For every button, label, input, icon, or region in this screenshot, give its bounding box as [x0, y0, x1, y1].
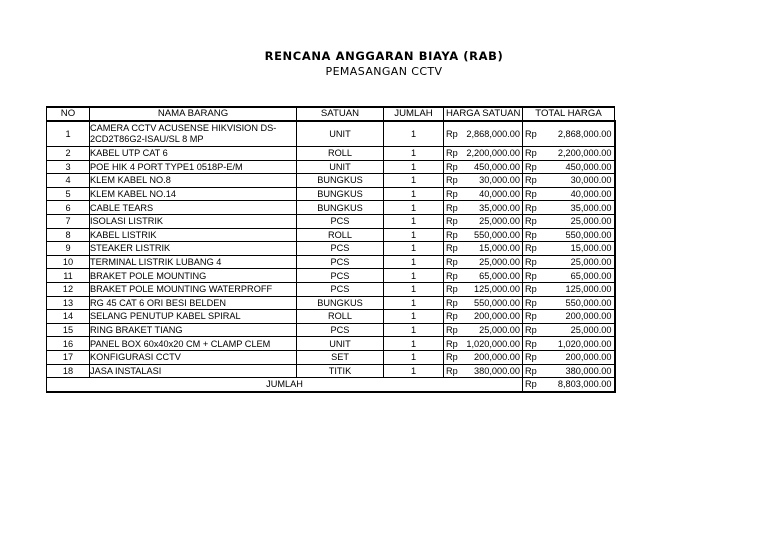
cell-total-harga: 30,000.00	[541, 174, 615, 188]
cell-nama-barang: KLEM KABEL NO.8	[90, 174, 297, 188]
cell-satuan: TITIK	[297, 364, 384, 378]
cell-harga-satuan: 15,000.00	[462, 242, 523, 256]
cell-satuan: BUNGKUS	[297, 174, 384, 188]
table-row	[47, 255, 615, 269]
cell-jumlah: 1	[384, 282, 444, 296]
document-subtitle: PEMASANGAN CCTV	[325, 65, 443, 78]
cell-satuan: PCS	[297, 323, 384, 337]
table-row	[47, 310, 615, 324]
cell-harga-satuan: 2,200,000.00	[462, 147, 523, 161]
cell-jumlah: 1	[384, 337, 444, 351]
table-row	[47, 282, 615, 296]
table-row	[47, 323, 615, 337]
cell-satuan: UNIT	[297, 121, 384, 147]
cell-harga-satuan: 380,000.00	[462, 364, 523, 378]
cell-jumlah: 1	[384, 147, 444, 161]
cell-harga-currency: Rp	[444, 214, 462, 228]
cell-total-currency: Rp	[523, 228, 541, 242]
header-harga-satuan: HARGA SATUAN	[444, 107, 523, 121]
cell-harga-satuan: 2,868,000.00	[462, 121, 523, 147]
cell-harga-currency: Rp	[444, 323, 462, 337]
cell-harga-satuan: 200,000.00	[462, 310, 523, 324]
cell-nama-barang: RING BRAKET TIANG	[90, 323, 297, 337]
table-row	[47, 214, 615, 228]
rab-table	[46, 106, 616, 393]
cell-total-harga: 25,000.00	[541, 323, 615, 337]
cell-no: 17	[47, 350, 90, 364]
cell-total-currency: Rp	[523, 282, 541, 296]
cell-nama-barang: CAMERA CCTV ACUSENSE HIKVISION DS-2CD2T86G2-ISAU/SL 8 MP	[90, 121, 297, 147]
cell-jumlah: 1	[384, 228, 444, 242]
cell-nama-barang: CABLE TEARS	[90, 201, 297, 215]
table-row	[47, 350, 615, 364]
cell-nama-barang: KABEL LISTRIK	[90, 228, 297, 242]
cell-harga-currency: Rp	[444, 350, 462, 364]
cell-total-currency: Rp	[523, 255, 541, 269]
cell-total-currency: Rp	[523, 350, 541, 364]
table-row	[47, 337, 615, 351]
cell-no: 14	[47, 310, 90, 324]
cell-total-harga: 450,000.00	[541, 160, 615, 174]
cell-nama-barang: JASA INSTALASI	[90, 364, 297, 378]
cell-harga-satuan: 25,000.00	[462, 214, 523, 228]
cell-satuan: SET	[297, 350, 384, 364]
document-title: RENCANA ANGGARAN BIAYA (RAB)	[264, 49, 504, 63]
table-row	[47, 269, 615, 283]
cell-nama-barang: ISOLASI LISTRIK	[90, 214, 297, 228]
cell-harga-currency: Rp	[444, 310, 462, 324]
cell-jumlah: 1	[384, 296, 444, 310]
table-row	[47, 201, 615, 215]
cell-jumlah: 1	[384, 174, 444, 188]
cell-harga-satuan: 200,000.00	[462, 350, 523, 364]
cell-harga-satuan: 450,000.00	[462, 160, 523, 174]
cell-harga-currency: Rp	[444, 160, 462, 174]
table-row	[47, 174, 615, 188]
cell-total-harga: 200,000.00	[541, 350, 615, 364]
table-row	[47, 364, 615, 378]
table-row	[47, 228, 615, 242]
total-currency: Rp	[523, 378, 541, 392]
cell-total-currency: Rp	[523, 310, 541, 324]
cell-no: 15	[47, 323, 90, 337]
table-body	[47, 121, 615, 378]
cell-nama-barang: PANEL BOX 60x40x20 CM + CLAMP CLEM	[90, 337, 297, 351]
table-row	[47, 296, 615, 310]
table-row	[47, 160, 615, 174]
cell-harga-satuan: 30,000.00	[462, 174, 523, 188]
cell-harga-satuan: 25,000.00	[462, 255, 523, 269]
cell-jumlah: 1	[384, 121, 444, 147]
cell-nama-barang: RG 45 CAT 6 ORI BESI BELDEN	[90, 296, 297, 310]
cell-harga-satuan: 550,000.00	[462, 296, 523, 310]
cell-jumlah: 1	[384, 160, 444, 174]
cell-no: 9	[47, 242, 90, 256]
cell-satuan: PCS	[297, 214, 384, 228]
cell-harga-currency: Rp	[444, 201, 462, 215]
cell-satuan: PCS	[297, 269, 384, 283]
cell-nama-barang: KLEM KABEL NO.14	[90, 187, 297, 201]
cell-harga-currency: Rp	[444, 121, 462, 147]
cell-total-harga: 40,000.00	[541, 187, 615, 201]
cell-nama-barang: KABEL UTP CAT 6	[90, 147, 297, 161]
cell-harga-currency: Rp	[444, 337, 462, 351]
cell-harga-satuan: 35,000.00	[462, 201, 523, 215]
cell-harga-currency: Rp	[444, 269, 462, 283]
cell-jumlah: 1	[384, 201, 444, 215]
cell-harga-satuan: 25,000.00	[462, 323, 523, 337]
header-satuan: SATUAN	[297, 107, 384, 121]
cell-harga-satuan: 550,000.00	[462, 228, 523, 242]
cell-satuan: PCS	[297, 255, 384, 269]
table-header-row	[47, 107, 615, 121]
cell-total-harga: 125,000.00	[541, 282, 615, 296]
header-total-harga: TOTAL HARGA	[523, 107, 615, 121]
cell-total-currency: Rp	[523, 296, 541, 310]
cell-total-harga: 2,868,000.00	[541, 121, 615, 147]
cell-satuan: UNIT	[297, 337, 384, 351]
cell-total-harga: 1,020,000.00	[541, 337, 615, 351]
cell-no: 3	[47, 160, 90, 174]
cell-satuan: BUNGKUS	[297, 201, 384, 215]
table-row	[47, 187, 615, 201]
cell-no: 1	[47, 121, 90, 147]
cell-jumlah: 1	[384, 364, 444, 378]
total-row	[47, 378, 615, 392]
total-label: JUMLAH	[47, 378, 523, 392]
cell-total-harga: 35,000.00	[541, 201, 615, 215]
table-row	[47, 242, 615, 256]
cell-total-currency: Rp	[523, 160, 541, 174]
cell-harga-satuan: 40,000.00	[462, 187, 523, 201]
cell-total-harga: 25,000.00	[541, 214, 615, 228]
cell-nama-barang: TERMINAL LISTRIK LUBANG 4	[90, 255, 297, 269]
cell-total-harga: 15,000.00	[541, 242, 615, 256]
cell-harga-satuan: 1,020,000.00	[462, 337, 523, 351]
cell-jumlah: 1	[384, 323, 444, 337]
header-nama-barang: NAMA BARANG	[90, 107, 297, 121]
cell-harga-currency: Rp	[444, 242, 462, 256]
cell-satuan: ROLL	[297, 147, 384, 161]
cell-total-currency: Rp	[523, 242, 541, 256]
cell-nama-barang: BRAKET POLE MOUNTING	[90, 269, 297, 283]
cell-jumlah: 1	[384, 255, 444, 269]
cell-total-harga: 2,200,000.00	[541, 147, 615, 161]
cell-jumlah: 1	[384, 187, 444, 201]
cell-total-currency: Rp	[523, 187, 541, 201]
cell-no: 8	[47, 228, 90, 242]
header-no: NO	[47, 107, 90, 121]
cell-nama-barang: STEAKER LISTRIK	[90, 242, 297, 256]
cell-total-harga: 200,000.00	[541, 310, 615, 324]
table-row	[47, 147, 615, 161]
cell-total-currency: Rp	[523, 323, 541, 337]
cell-harga-currency: Rp	[444, 147, 462, 161]
cell-harga-currency: Rp	[444, 296, 462, 310]
cell-no: 2	[47, 147, 90, 161]
cell-harga-satuan: 125,000.00	[462, 282, 523, 296]
cell-total-harga: 550,000.00	[541, 228, 615, 242]
cell-satuan: BUNGKUS	[297, 296, 384, 310]
cell-total-currency: Rp	[523, 201, 541, 215]
cell-no: 5	[47, 187, 90, 201]
cell-harga-currency: Rp	[444, 228, 462, 242]
cell-jumlah: 1	[384, 242, 444, 256]
cell-nama-barang: POE HIK 4 PORT TYPE1 0518P-E/M	[90, 160, 297, 174]
cell-no: 13	[47, 296, 90, 310]
cell-total-currency: Rp	[523, 214, 541, 228]
cell-no: 12	[47, 282, 90, 296]
total-amount: 8,803,000.00	[541, 378, 615, 392]
cell-satuan: PCS	[297, 242, 384, 256]
cell-total-currency: Rp	[523, 337, 541, 351]
cell-total-currency: Rp	[523, 364, 541, 378]
cell-harga-currency: Rp	[444, 282, 462, 296]
cell-satuan: ROLL	[297, 310, 384, 324]
cell-harga-currency: Rp	[444, 255, 462, 269]
cell-jumlah: 1	[384, 310, 444, 324]
cell-total-currency: Rp	[523, 147, 541, 161]
cell-harga-currency: Rp	[444, 174, 462, 188]
cell-total-currency: Rp	[523, 121, 541, 147]
cell-nama-barang: SELANG PENUTUP KABEL SPIRAL	[90, 310, 297, 324]
cell-jumlah: 1	[384, 269, 444, 283]
cell-no: 10	[47, 255, 90, 269]
cell-no: 11	[47, 269, 90, 283]
cell-no: 4	[47, 174, 90, 188]
cell-satuan: ROLL	[297, 228, 384, 242]
cell-satuan: BUNGKUS	[297, 187, 384, 201]
cell-total-harga: 550,000.00	[541, 296, 615, 310]
cell-total-harga: 65,000.00	[541, 269, 615, 283]
cell-total-harga: 25,000.00	[541, 255, 615, 269]
cell-jumlah: 1	[384, 214, 444, 228]
cell-total-currency: Rp	[523, 269, 541, 283]
cell-no: 18	[47, 364, 90, 378]
cell-satuan: PCS	[297, 282, 384, 296]
cell-no: 16	[47, 337, 90, 351]
cell-total-harga: 380,000.00	[541, 364, 615, 378]
cell-satuan: UNIT	[297, 160, 384, 174]
cell-harga-currency: Rp	[444, 364, 462, 378]
cell-total-currency: Rp	[523, 174, 541, 188]
cell-no: 6	[47, 201, 90, 215]
cell-harga-satuan: 65,000.00	[462, 269, 523, 283]
header-jumlah: JUMLAH	[384, 107, 444, 121]
cell-harga-currency: Rp	[444, 187, 462, 201]
cell-jumlah: 1	[384, 350, 444, 364]
cell-nama-barang: KONFIGURASI CCTV	[90, 350, 297, 364]
cell-no: 7	[47, 214, 90, 228]
cell-nama-barang: BRAKET POLE MOUNTING WATERPROFF	[90, 282, 297, 296]
table-row	[47, 121, 615, 147]
